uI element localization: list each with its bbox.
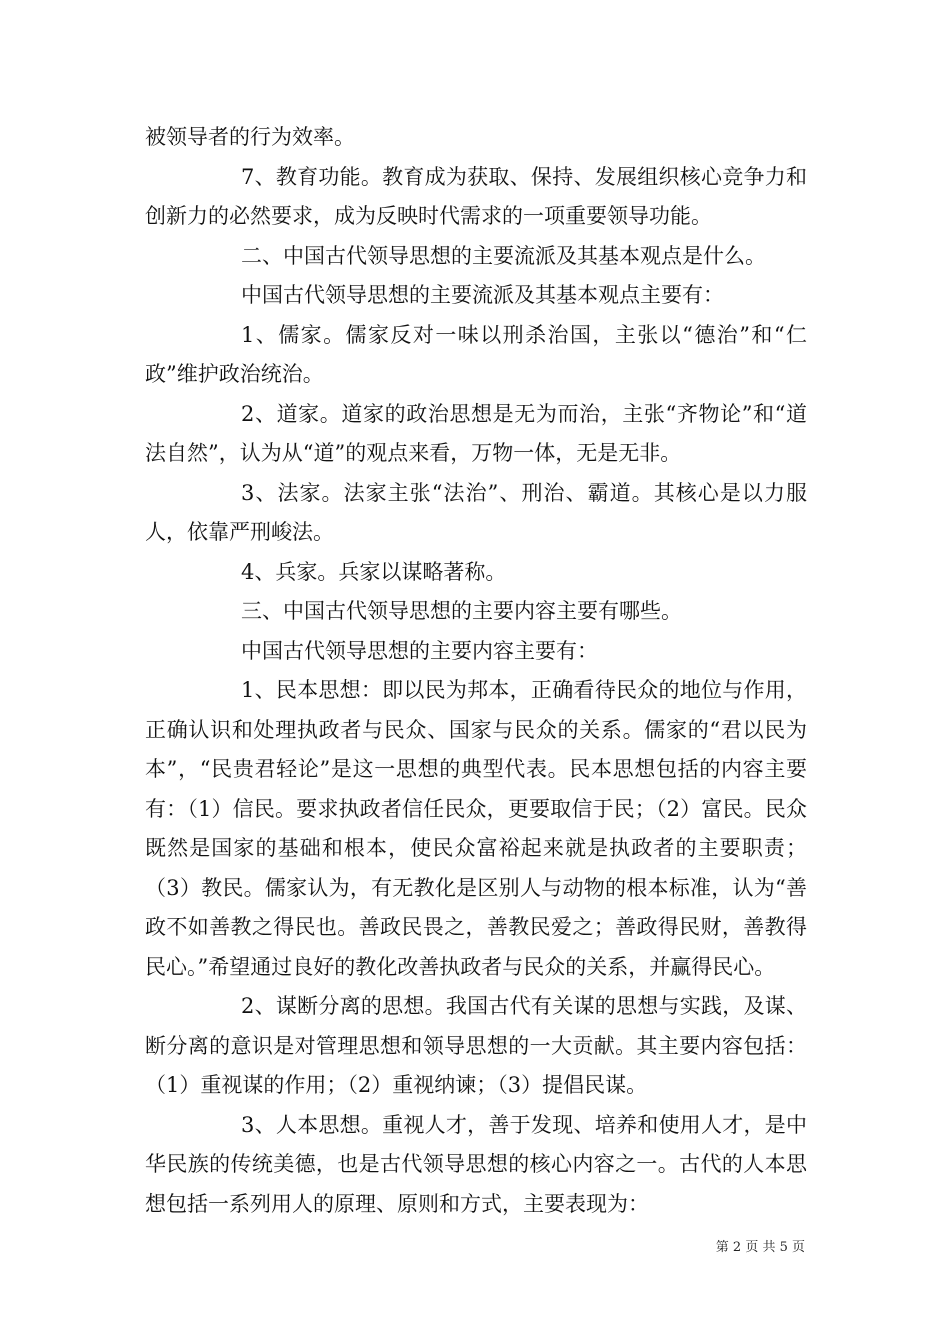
paragraph-taoism: 2、道家。道家的政治思想是无为而治，主张“齐物论”和“道法自然”，认为从“道”的观点来看，万物一体，无是无非。 [145,401,807,465]
paragraph-strategy-decision: 2、谋断分离的思想。我国古代有关谋的思想与实践，及谋、断分离的意识是对管理思想和领导思想的一大贡献。其主要内容包括：（1）重视谋的作用；（2）重视纳谏；（3）提倡民谋。 [145,994,807,1097]
paragraph-legalism: 3、法家。法家主张“法治”、刑治、霸道。其核心是以力服人，依靠严刑峻法。 [145,480,807,544]
section-heading-3: 三、中国古代领导思想的主要内容主要有哪些。 [241,599,682,623]
paragraph-4: 中国古代领导思想的主要流派及其基本观点主要有： [241,283,724,307]
paragraph-10: 中国古代领导思想的主要内容主要有： [241,638,598,663]
document-body [145,118,807,1224]
paragraph-humanism: 3、人本思想。重视人才，善于发现、培养和使用人才，是中华民族的传统美德，也是古代领导思想的核心内容之一。古代的人本思想包括一系列用人的原理、原则和方式，主要表现为： [145,1112,807,1216]
paragraph-confucianism: 1、儒家。儒家反对一味以刑杀治国，主张以“德治”和“仁政”维护政治统治。 [145,322,807,386]
paragraph-military: 4、兵家。兵家以谋略著称。 [241,559,507,584]
section-heading-2: 二、中国古代领导思想的主要流派及其基本观点是什么。 [241,243,766,268]
paragraph-1: 被领导者的行为效率。 [145,125,355,149]
page-number: 第 2 页 共 5 页 [715,1240,805,1255]
page-footer [0,1236,805,1255]
paragraph-2: 7、教育功能。教育成为获取、保持、发展组织核心竞争力和创新力的必然要求，成为反映时代需求的一项重要领导功能。 [145,164,807,228]
paragraph-people-oriented: 1、民本思想：即以民为邦本，正确看待民众的地位与作用，正确认识和处理执政者与民众、国家与民众的关系。儒家的“君以民为本”，“民贵君轻论”是这一思想的典型代表。民本思想包括的内容主要有：（1）信民。要求执政者信任民众，更要取信于民；（2）富民。民众既然是国家的基础和根本，使民众富裕起来就是执政者的主要职责；（3）教民。儒家认为，有无教化是区别人与动物的根本标准，认为“善政不如善教之得民也。善政民畏之，善教民爱之；善政得民财，善教得民心。”希望通过良好的教化改善执政者与民众的关系，并赢得民心。 [145,678,807,979]
